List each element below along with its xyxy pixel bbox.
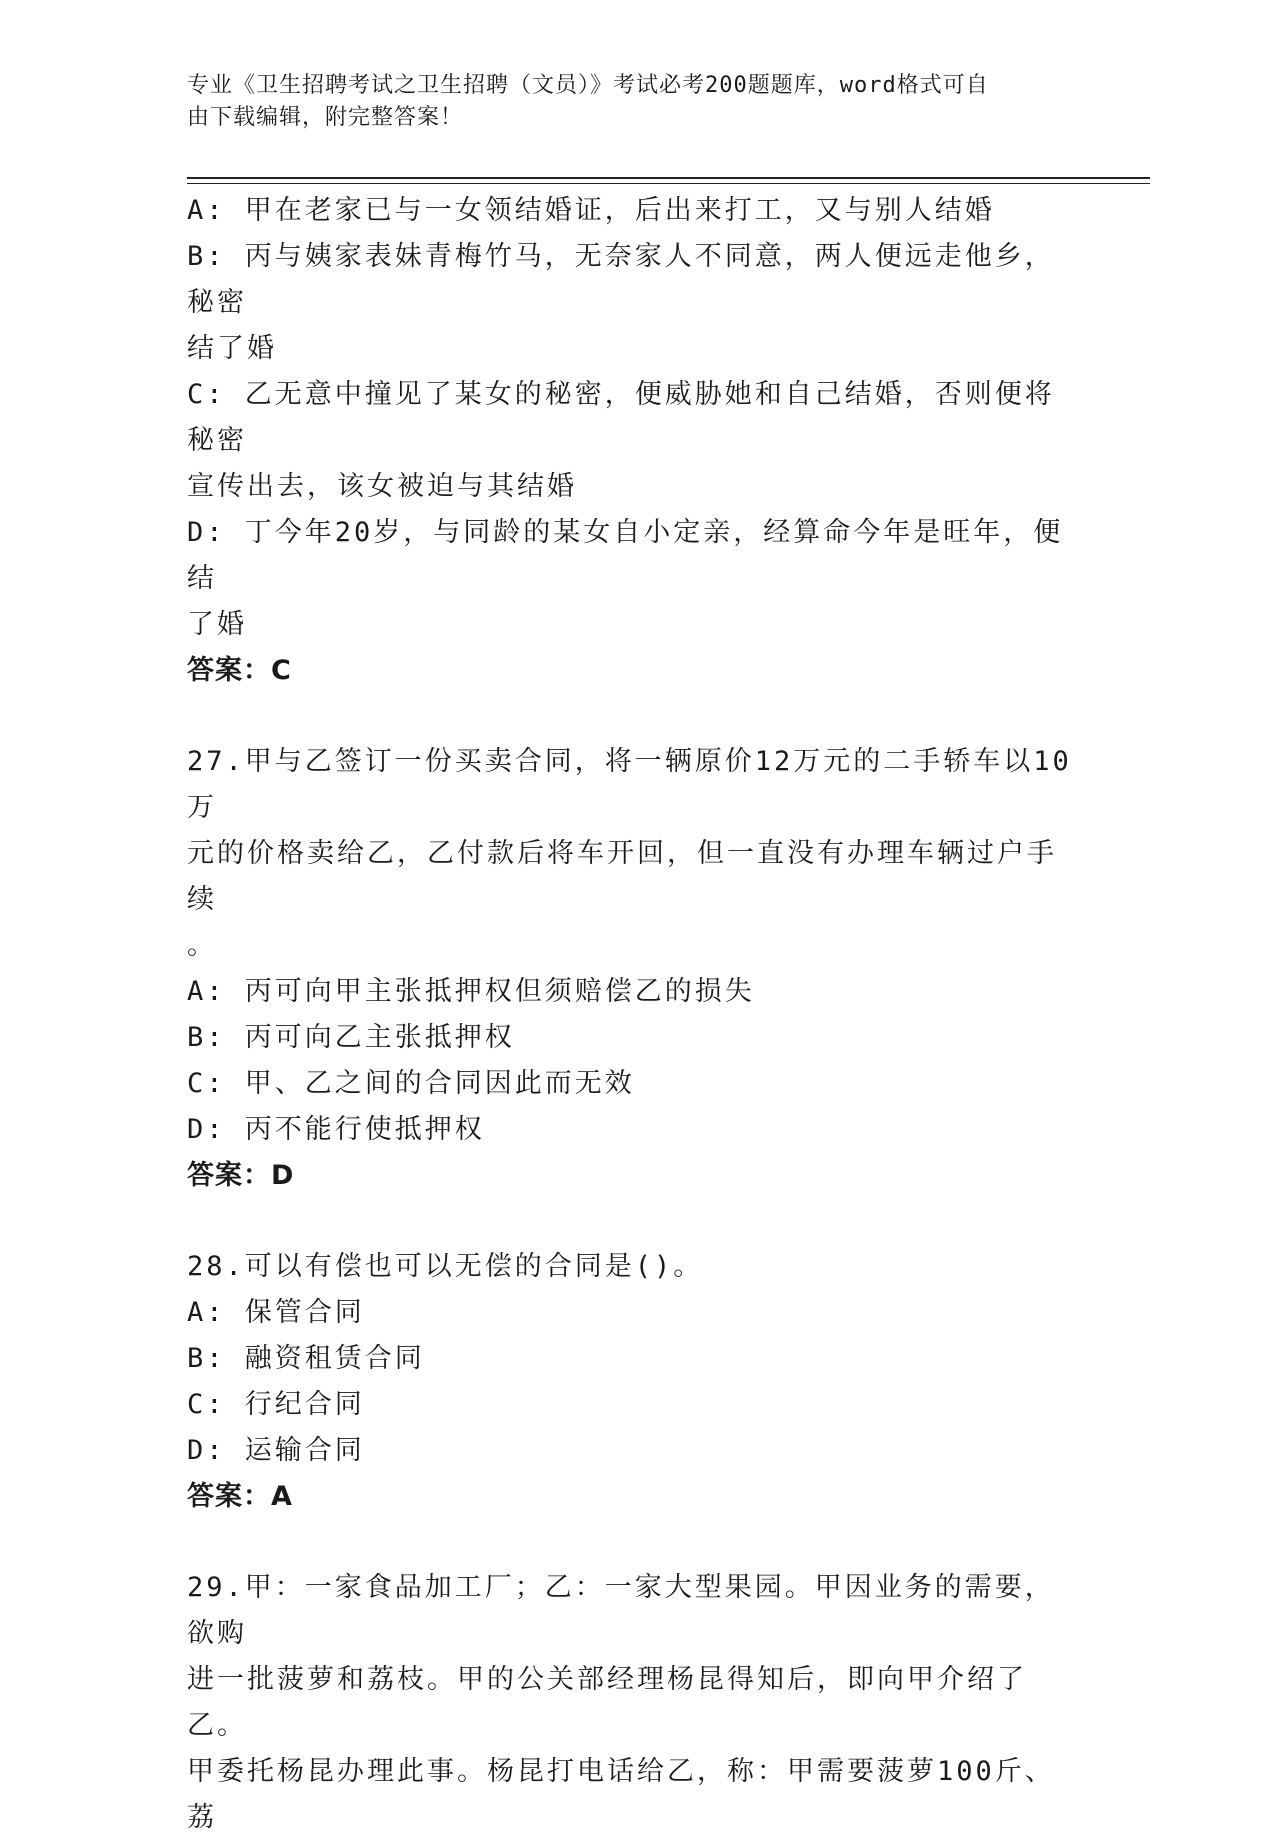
question-stem-cont: 进一批菠萝和荔枝。甲的公关部经理杨昆得知后，即向甲介绍了乙。: [187, 1664, 1027, 1741]
question-stem-cont: 。: [187, 930, 217, 961]
option-b: B: 丙与姨家表妹青梅竹马，无奈家人不同意，两人便远走他乡，秘密: [187, 241, 1055, 318]
option-d-cont: 了婚: [187, 609, 247, 640]
question-26: [187, 188, 1077, 694]
option-b: B: 丙可向乙主张抵押权: [187, 1022, 515, 1053]
option-c: C: 乙无意中撞见了某女的秘密，便威胁她和自己结婚，否则便将秘密: [187, 379, 1055, 456]
header-divider-thin: [187, 183, 1150, 184]
question-28: [187, 1244, 1077, 1520]
option-a: A: 丙可向甲主张抵押权但须赔偿乙的损失: [187, 976, 755, 1007]
option-d: D: 运输合同: [187, 1435, 365, 1466]
option-b-cont: 结了婚: [187, 333, 277, 364]
option-b: B: 融资租赁合同: [187, 1343, 425, 1374]
header-line-2: 由下载编辑，附完整答案！: [187, 105, 464, 130]
option-a: A: 甲在老家已与一女领结婚证，后出来打工，又与别人结婚: [187, 195, 995, 226]
question-stem-cont: 甲委托杨昆办理此事。杨昆打电话给乙，称：甲需要菠萝100斤、荔: [187, 1756, 1055, 1833]
option-d: D: 丁今年20岁，与同龄的某女自小定亲，经算命今年是旺年，便结: [187, 517, 1064, 594]
option-c: C: 甲、乙之间的合同因此而无效: [187, 1068, 635, 1099]
document-body: [187, 188, 1077, 1841]
option-d: D: 丙不能行使抵押权: [187, 1114, 485, 1145]
answer: 答案：D: [187, 1160, 295, 1191]
question-stem: 28.可以有偿也可以无偿的合同是()。: [187, 1251, 704, 1282]
question-29: [187, 1565, 1077, 1841]
question-stem: 27.甲与乙签订一份买卖合同，将一辆原价12万元的二手轿车以10万: [187, 746, 1072, 823]
option-c: C: 行纪合同: [187, 1389, 365, 1420]
document-header: [187, 70, 1067, 134]
answer: 答案：A: [187, 1481, 293, 1512]
option-a: A: 保管合同: [187, 1297, 365, 1328]
question-stem: 29.甲：一家食品加工厂；乙：一家大型果园。甲因业务的需要，欲购: [187, 1572, 1055, 1649]
header-divider-thick: [187, 177, 1150, 179]
option-c-cont: 宣传出去，该女被迫与其结婚: [187, 471, 577, 502]
answer: 答案：C: [187, 655, 292, 686]
question-27: [187, 739, 1077, 1199]
header-line-1: 专业《卫生招聘考试之卫生招聘（文员）》考试必考200题题库，word格式可自: [187, 73, 989, 98]
question-stem-cont: 元的价格卖给乙，乙付款后将车开回，但一直没有办理车辆过户手续: [187, 838, 1057, 915]
